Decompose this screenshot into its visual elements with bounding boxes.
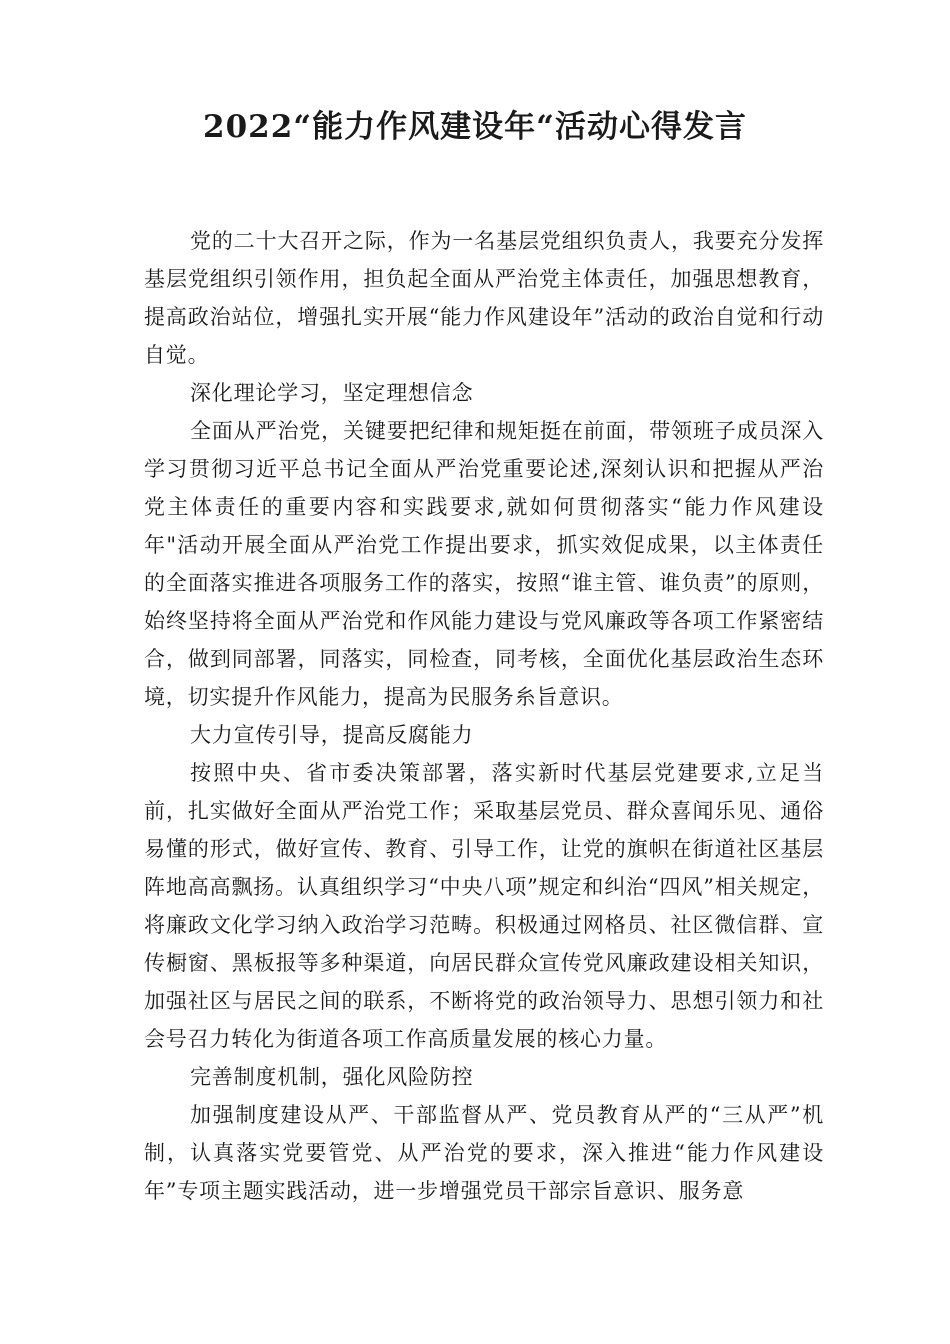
document-title: 2022“能力作风建设年“活动心得发言 bbox=[203, 109, 747, 145]
paragraph: 按照中央、省市委决策部署，落实新时代基层党建要求,立足当前，扎实做好全面从严治党工作；采取基层党员、群众喜闻乐见、通俗易懂的形式，做好宣传、教育、引导工作，让党的旗帜在街道社区基层阵地高高飘扬。认真组织学习“中央八项”规定和纠治“四风”相关规定，将廉政文化学习纳入政治学习范畴。积极通过网格员、社区微信群、宣传橱窗、黑板报等多种渠道，向居民群众宣传党风廉政建设相关知识，加强社区与居民之间的联系，不断将党的政治领导力、思想引领力和社会号召力转化为街道各项工作高质量发展的核心力量。 bbox=[144, 761, 824, 1051]
paragraph: 全面从严治党，关键要把纪律和规矩挺在前面，带领班子成员深入学习贯彻习近平总书记全面从严治党重要论述,深刻认识和把握从严治党主体责任的重要内容和实践要求,就如何贯彻落实“能力作风建设年"活动开展全面从严治党工作提出要求，抓实效促成果，以主体责任的全面落实推进各项服务工作的落实，按照“谁主管、谁负责”的原则，始终坚持将全面从严治党和作风能力建设与党风廉政等各项工作紧密结合，做到同部署，同落实，同检查，同考核，全面优化基层政治生态环境，切实提升作风能力，提高为民服务糸旨意识。 bbox=[144, 419, 824, 709]
paragraph: 加强制度建设从严、干部监督从严、党员教育从严的“三从严”机制，认真落实党要管党、从严治党的要求，深入推进“能力作风建设年”专项主题实践活动，进一步增强党员干部宗旨意识、服务意 bbox=[144, 1103, 824, 1203]
document-body bbox=[144, 222, 824, 1210]
section-heading: 完善制度机制，强化风险防控 bbox=[190, 1065, 474, 1089]
section-heading: 深化理论学习，坚定理想信念 bbox=[190, 381, 474, 405]
paragraph: 党的二十大召开之际，作为一名基层党组织负责人，我要充分发挥基层党组织引领作用，担负起全面从严治党主体责任，加强思想教育，提高政治站位，增强扎实开展“能力作风建设年”活动的政治自觉和行动自觉。 bbox=[144, 229, 824, 367]
section-heading: 大力宣传引导，提高反腐能力 bbox=[190, 723, 474, 747]
